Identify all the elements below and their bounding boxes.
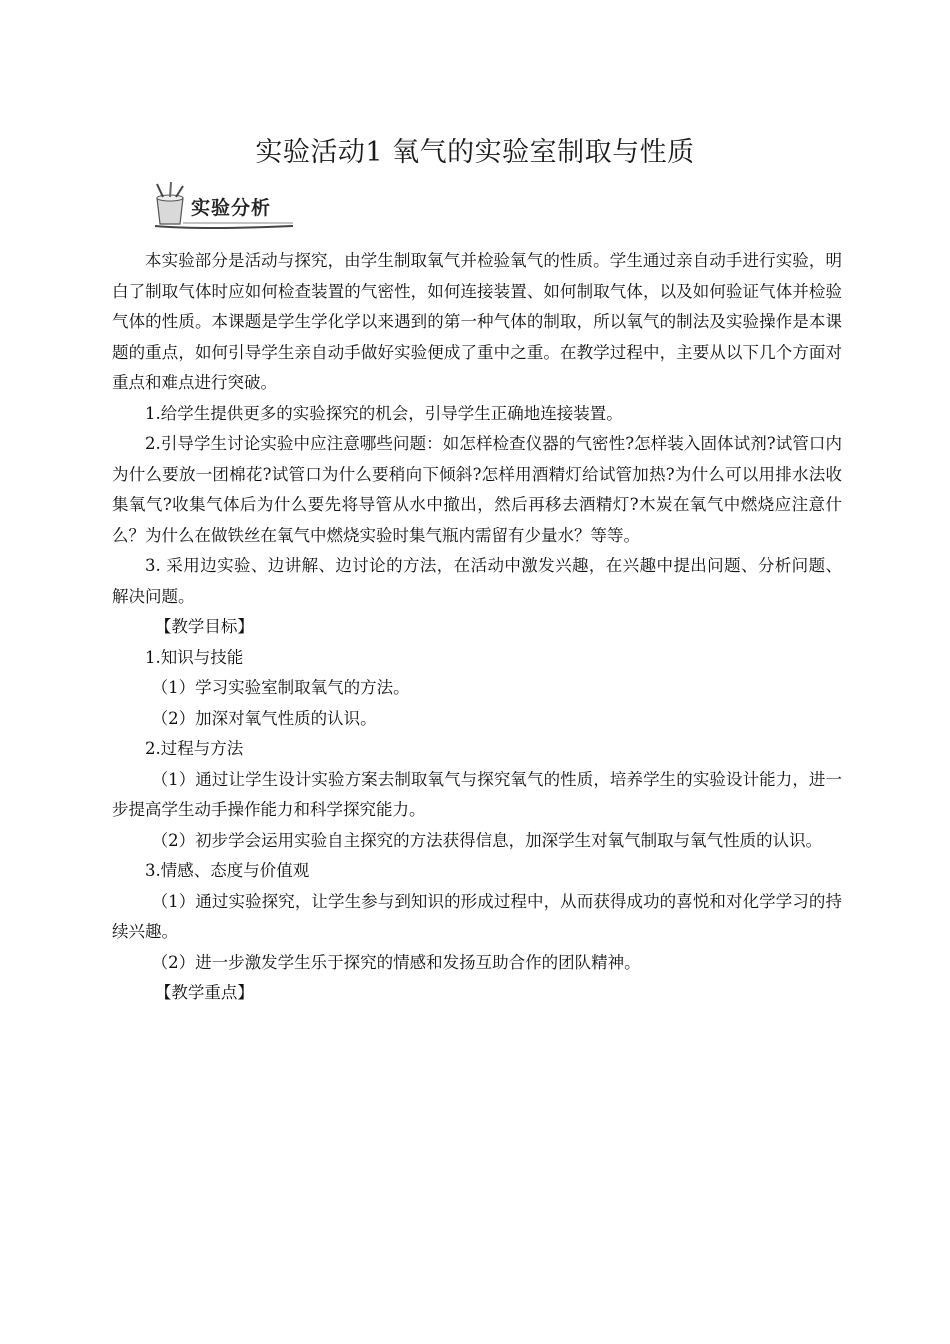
subheading: 1.知识与技能	[145, 647, 244, 667]
section-badge	[143, 182, 303, 232]
list-item: （2）加深对氧气性质的认识。	[151, 708, 377, 728]
list-item: （1）学习实验室制取氧气的方法。	[151, 678, 410, 697]
section-heading: 【教学目标】	[154, 617, 254, 636]
subheading: 3.情感、态度与价值观	[145, 861, 310, 880]
subheading: 2.过程与方法	[145, 739, 244, 758]
paragraph: 2.引导学生讨论实验中应注意哪些问题：如怎样检查仪器的气密性?怎样装入固体试剂?试管口内为什么要放一团棉花?试管口为什么要稍向下倾斜?怎样用酒精灯给试管加热?为什么可以用排水法收集氧气?收集气体后为什么要先将导管从水中撤出，然后再移去酒精灯?木炭在氧气中燃烧应注意什么？为什么在做铁丝在氧气中燃烧实验时集气瓶内需留有少量水？等等。	[112, 434, 842, 545]
list-item: （1）通过实验探究，让学生参与到知识的形成过程中，从而获得成功的喜悦和对化学学习的持续兴趣。	[112, 891, 842, 941]
paragraph: 本实验部分是活动与探究，由学生制取氧气并检验氧气的性质。学生通过亲自动手进行实验，明白了制取气体时应如何检查装置的气密性，如何连接装置、如何制取气体，以及如何验证气体并检验气体的性质。本课题是学生学化学以来遇到的第一种气体的制取，所以氧气的制法及实验操作是本课题的重点，如何引导学生亲自动手做好实验便成了重中之重。在教学过程中，主要从以下几个方面对重点和难点进行突破。	[112, 251, 842, 392]
list-item: （2）进一步激发学生乐于探究的情感和发扬互助合作的团队精神。	[151, 952, 641, 972]
page-title: 实验活动1 氧气的实验室制取与性质	[255, 137, 695, 168]
paragraph: 3. 采用边实验、边讲解、边讨论的方法，在活动中激发兴趣，在兴趣中提出问题、分析问题、解决问题。	[112, 556, 842, 606]
section-badge-label: 实验分析	[191, 197, 272, 219]
section-heading: 【教学重点】	[154, 983, 254, 1002]
document-body	[112, 246, 842, 1009]
list-item: （1）通过让学生设计实验方案去制取氧气与探究氧气的性质，培养学生的实验设计能力，进一步提高学生动手操作能力和科学探究能力。	[112, 769, 842, 819]
list-item: （2）初步学会运用实验自主探究的方法获得信息，加深学生对氧气制取与氧气性质的认识。	[151, 830, 823, 850]
paragraph: 1.给学生提供更多的实验探究的机会，引导学生正确地连接装置。	[145, 403, 623, 423]
